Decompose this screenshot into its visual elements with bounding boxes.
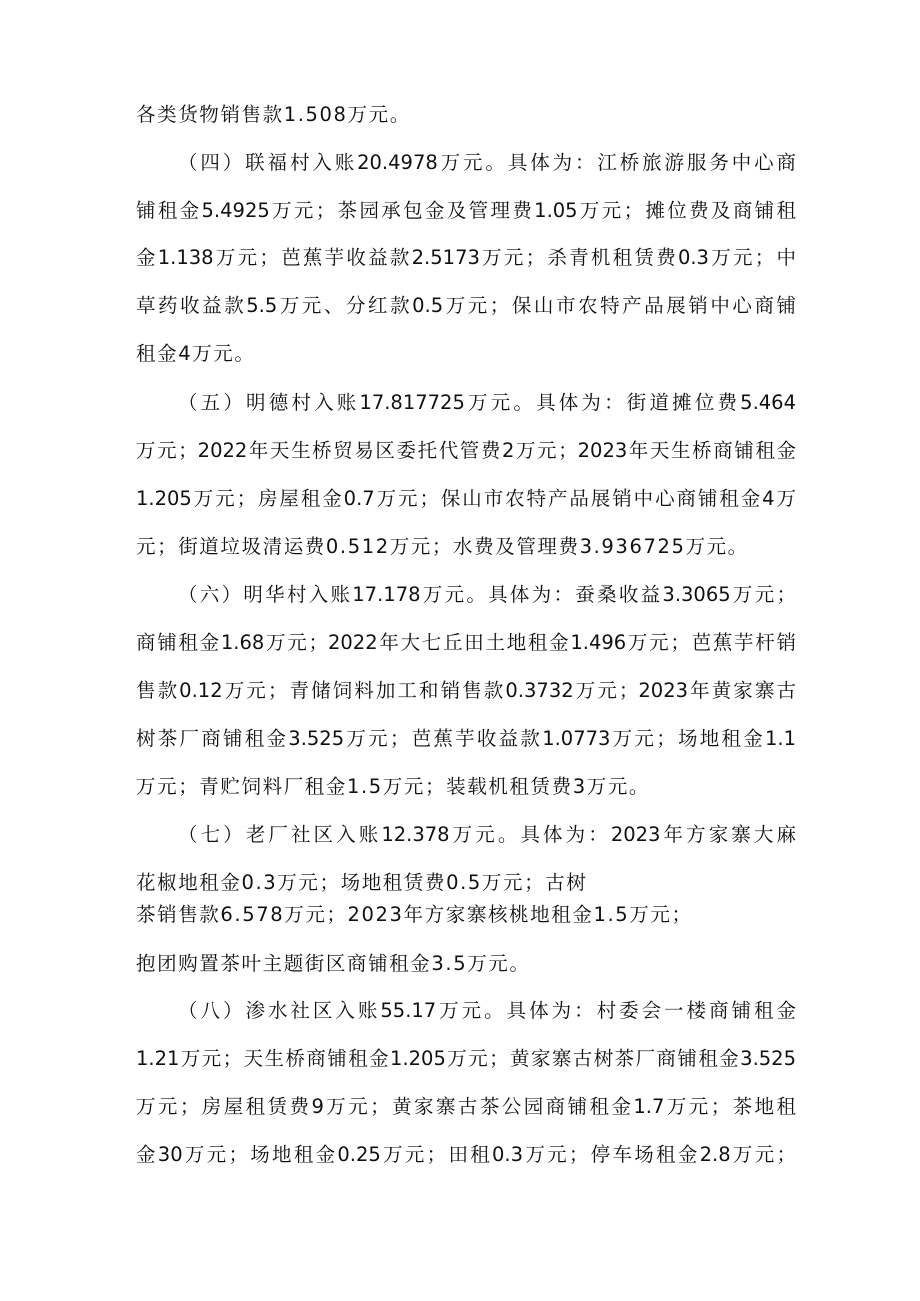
text-line: 万元；青贮饲料厂租金1.5万元；装载机租赁费3万元。	[136, 775, 651, 798]
text-line: 万元；2022年天生桥贸易区委托代管费2万元；2023年天生桥商铺租金	[136, 439, 796, 462]
text-line: 草药收益款5.5万元、分红款0.5万元；保山市农特产品展销中心商铺	[136, 294, 796, 317]
text-line: 花椒地租金0.3万元；场地租赁费0.5万元；古树	[136, 871, 588, 894]
section-heading-line: （七）老厂社区入账12.378万元。具体为：2023年方家寨大麻	[178, 823, 796, 846]
text-line: 元；街道垃圾清运费0.512万元；水费及管理费3.936725万元。	[136, 535, 749, 558]
text-line: 金30万元；场地租金0.25万元；田租0.3万元；停车场租金2.8万元；	[136, 1143, 796, 1166]
text-line: 铺租金5.4925万元；茶园承包金及管理费1.05万元；摊位费及商铺租	[136, 199, 796, 222]
section-heading-line: （八）渗水社区入账55.17万元。具体为：村委会一楼商铺租金	[178, 999, 796, 1022]
section-heading-line: （五）明德村入账17.817725万元。具体为：街道摊位费5.464	[178, 391, 796, 414]
section-heading-line: （六）明华村入账17.178万元。具体为：蚕桑收益3.3065万元；	[178, 583, 796, 606]
text-line: 1.205万元；房屋租金0.7万元；保山市农特产品展销中心商铺租金4万	[136, 487, 796, 510]
text-line: 抱团购置茶叶主题街区商铺租金3.5万元。	[136, 952, 531, 975]
text-line: 商铺租金1.68万元；2022年大七丘田土地租金1.496万元；芭蕉芋杆销	[136, 631, 796, 654]
text-line: 1.21万元；天生桥商铺租金1.205万元；黄家寨古树茶厂商铺租金3.525	[136, 1047, 796, 1070]
text-line: 金1.138万元；芭蕉芋收益款2.5173万元；杀青机租赁费0.3万元；中	[136, 246, 796, 269]
text-line: 树茶厂商铺租金3.525万元；芭蕉芋收益款1.0773万元；场地租金1.1	[136, 727, 796, 750]
text-line: 租金4万元。	[136, 342, 256, 365]
section-heading-line: （四）联福村入账20.4978万元。具体为：江桥旅游服务中心商	[178, 151, 796, 174]
text-line: 售款0.12万元；青储饲料加工和销售款0.3732万元；2023年黄家寨古	[136, 679, 796, 702]
text-line: 茶销售款6.578万元；2023年方家寨核桃地租金1.5万元；	[136, 903, 693, 926]
text-line: 万元；房屋租赁费9万元；黄家寨古茶公园商铺租金1.7万元；茶地租	[136, 1095, 796, 1118]
text-line: 各类货物销售款1.508万元。	[136, 103, 411, 126]
